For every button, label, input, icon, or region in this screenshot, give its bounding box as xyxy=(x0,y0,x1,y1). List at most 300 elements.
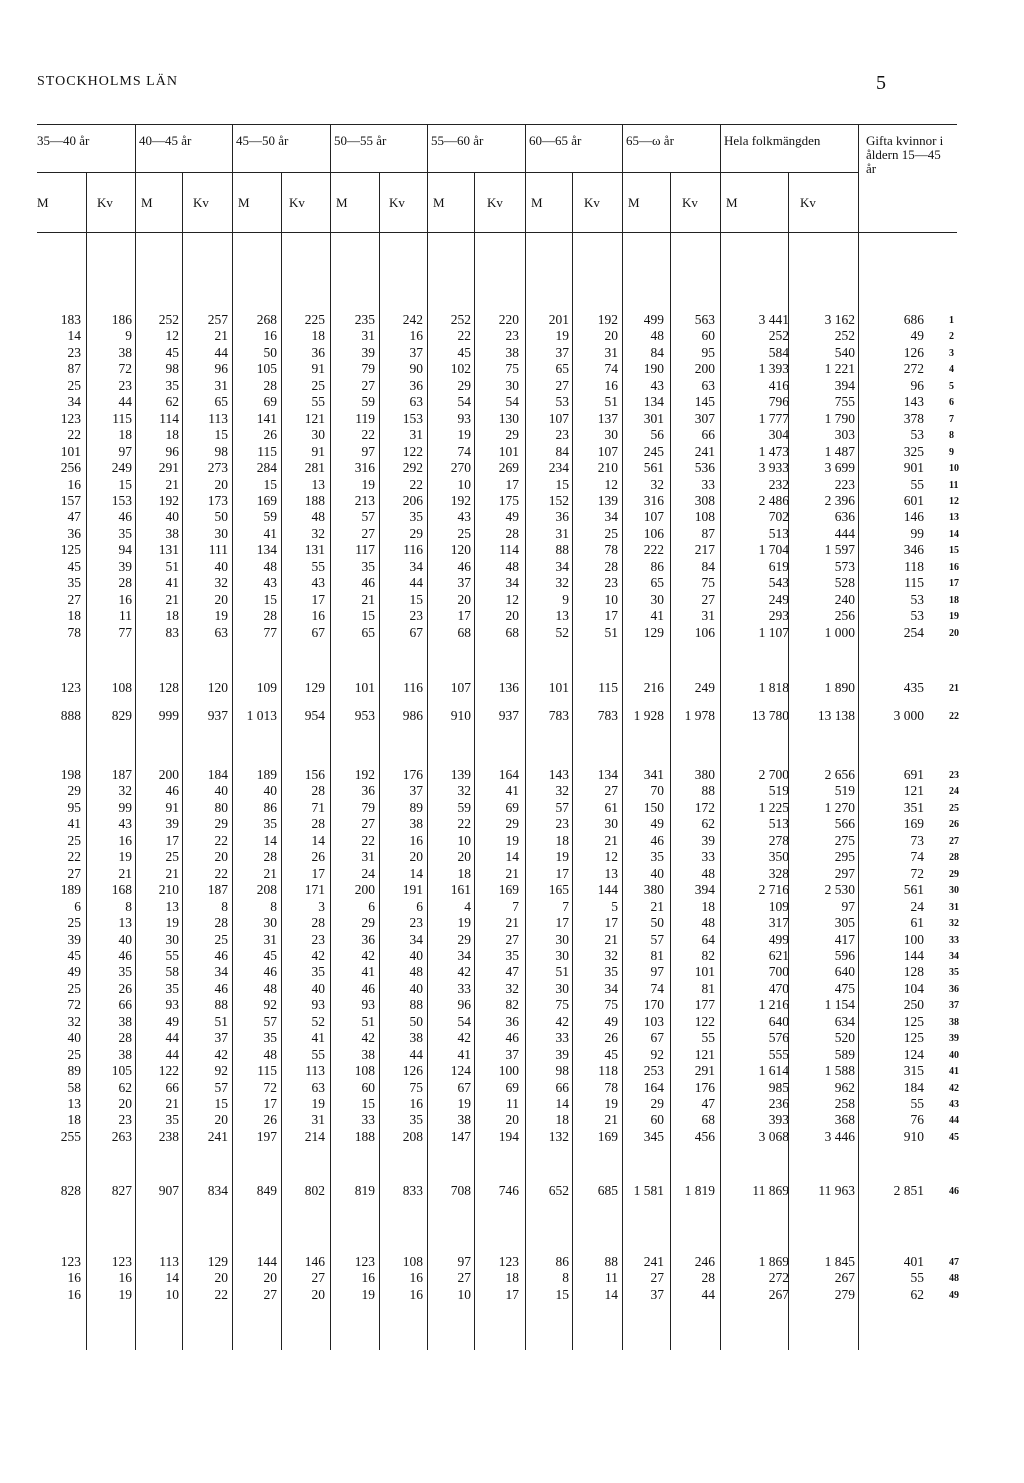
row-number: 3 xyxy=(949,347,954,359)
table-cell: 118 xyxy=(598,1063,618,1079)
sex-header-m: M xyxy=(628,195,640,210)
table-cell: 640 xyxy=(834,964,855,980)
table-cell: 27 xyxy=(263,1286,277,1302)
table-cell: 48 xyxy=(701,865,715,881)
table-cell: 38 xyxy=(505,344,519,360)
table-cell: 21 xyxy=(263,865,277,881)
table-cell: 954 xyxy=(304,708,325,723)
table-cell: 23 xyxy=(311,931,325,947)
table-cell: 23 xyxy=(118,1112,132,1128)
table-cell: 49 xyxy=(165,1013,179,1029)
table-cell: 40 xyxy=(409,980,423,996)
table-cell: 22 xyxy=(457,328,471,344)
table-cell: 51 xyxy=(214,1013,228,1029)
table-cell: 194 xyxy=(498,1128,519,1144)
table-cell: 93 xyxy=(311,997,325,1013)
table-cell: 17 xyxy=(457,608,471,624)
header-bottom-rule xyxy=(37,232,957,233)
table-cell: 20 xyxy=(604,328,618,344)
table-cell: 79 xyxy=(361,799,375,815)
table-cell: 95 xyxy=(701,344,715,360)
table-cell: 106 xyxy=(643,525,664,541)
table-cell: 143 xyxy=(548,767,569,782)
table-cell: 24 xyxy=(910,898,924,914)
table-cell: 8 xyxy=(221,898,228,914)
table-cell: 561 xyxy=(903,882,924,898)
table-cell: 21 xyxy=(505,915,519,931)
table-cell: 143 xyxy=(903,394,924,410)
table-cell: 21 xyxy=(604,931,618,947)
table-cell: 67 xyxy=(650,1030,664,1046)
table-cell: 197 xyxy=(256,1128,277,1144)
table-cell: 123 xyxy=(354,1254,375,1269)
table-cell: 144 xyxy=(903,947,924,963)
table-cell: 13 xyxy=(118,915,132,931)
table-cell: 235 xyxy=(354,312,375,327)
table-cell: 25 xyxy=(67,1046,81,1062)
table-cell: 576 xyxy=(768,1030,789,1046)
table-cell: 66 xyxy=(165,1079,179,1095)
table-cell: 279 xyxy=(834,1286,855,1302)
table-cell: 51 xyxy=(555,964,569,980)
row-number: 20 xyxy=(949,627,959,639)
table-cell: 249 xyxy=(768,591,789,607)
table-cell: 13 xyxy=(311,476,325,492)
table-cell: 1 487 xyxy=(824,443,855,459)
table-cell: 14 xyxy=(311,832,325,848)
table-cell: 67 xyxy=(409,624,423,640)
table-cell: 37 xyxy=(505,1046,519,1062)
table-cell: 20 xyxy=(118,1096,132,1111)
table-cell: 8 xyxy=(562,1270,569,1286)
table-cell: 12 xyxy=(165,328,179,344)
table-cell: 40 xyxy=(165,509,179,525)
table-cell: 93 xyxy=(361,997,375,1013)
table-cell: 17 xyxy=(604,915,618,931)
table-cell: 73 xyxy=(910,832,924,848)
row-number: 48 xyxy=(949,1273,959,1285)
table-cell: 65 xyxy=(650,575,664,591)
table-cell: 45 xyxy=(604,1046,618,1062)
table-cell: 50 xyxy=(409,1013,423,1029)
table-cell: 99 xyxy=(910,525,924,541)
table-cell: 21 xyxy=(165,591,179,607)
table-cell: 394 xyxy=(834,377,855,393)
group-divider xyxy=(720,124,721,1350)
table-cell: 16 xyxy=(311,608,325,624)
table-cell: 2 656 xyxy=(824,767,855,782)
table-cell: 47 xyxy=(505,964,519,980)
table-cell: 36 xyxy=(67,525,81,541)
table-cell: 57 xyxy=(555,799,569,815)
table-cell: 11 869 xyxy=(752,1183,789,1198)
table-cell: 46 xyxy=(118,947,132,963)
table-cell: 177 xyxy=(694,997,715,1013)
row-number: 1 xyxy=(949,315,954,326)
table-cell: 708 xyxy=(450,1183,471,1198)
table-cell: 146 xyxy=(903,509,924,525)
table-cell: 108 xyxy=(402,1254,423,1269)
table-cell: 536 xyxy=(694,460,715,476)
table-cell: 37 xyxy=(555,344,569,360)
table-cell: 119 xyxy=(355,410,375,426)
table-cell: 691 xyxy=(903,767,924,782)
table-cell: 75 xyxy=(701,575,715,591)
table-cell: 6 xyxy=(368,898,375,914)
table-cell: 14 xyxy=(165,1270,179,1286)
table-cell: 88 xyxy=(604,1254,618,1269)
table-cell: 41 xyxy=(650,608,664,624)
table-cell: 53 xyxy=(910,427,924,443)
table-cell: 16 xyxy=(409,328,423,344)
table-cell: 41 xyxy=(263,525,277,541)
sex-header-m: M xyxy=(141,195,153,210)
table-cell: 43 xyxy=(311,575,325,591)
group-subrule xyxy=(721,172,858,173)
table-cell: 189 xyxy=(256,767,277,782)
table-cell: 3 441 xyxy=(758,312,789,327)
table-cell: 30 xyxy=(555,980,569,996)
table-cell: 51 xyxy=(604,624,618,640)
table-cell: 69 xyxy=(263,394,277,410)
row-number: 9 xyxy=(949,446,954,458)
table-cell: 123 xyxy=(498,1254,519,1269)
table-cell: 258 xyxy=(834,1096,855,1111)
table-cell: 134 xyxy=(643,394,664,410)
table-cell: 186 xyxy=(111,312,132,327)
table-cell: 2 716 xyxy=(758,882,789,898)
table-cell: 74 xyxy=(604,361,618,377)
group-divider xyxy=(858,124,859,1350)
table-cell: 601 xyxy=(903,492,924,508)
table-cell: 115 xyxy=(598,680,618,695)
table-cell: 29 xyxy=(214,816,228,832)
table-cell: 23 xyxy=(555,816,569,832)
table-cell: 129 xyxy=(207,1254,228,1269)
table-cell: 346 xyxy=(903,542,924,558)
table-cell: 1 597 xyxy=(824,542,855,558)
table-cell: 10 xyxy=(604,591,618,607)
table-cell: 20 xyxy=(409,849,423,865)
table-cell: 125 xyxy=(903,1030,924,1046)
table-cell: 40 xyxy=(311,980,325,996)
table-cell: 9 xyxy=(562,591,569,607)
table-cell: 60 xyxy=(361,1079,375,1095)
table-cell: 21 xyxy=(165,476,179,492)
table-cell: 20 xyxy=(457,849,471,865)
table-cell: 15 xyxy=(214,1096,228,1111)
sex-header-kv: Kv xyxy=(584,195,600,210)
table-cell: 48 xyxy=(263,980,277,996)
table-cell: 46 xyxy=(118,509,132,525)
table-cell: 208 xyxy=(256,882,277,898)
table-cell: 18 xyxy=(555,1112,569,1128)
table-cell: 134 xyxy=(256,542,277,558)
table-cell: 19 xyxy=(214,608,228,624)
table-cell: 937 xyxy=(207,708,228,723)
table-cell: 169 xyxy=(498,882,519,898)
table-cell: 435 xyxy=(903,680,924,695)
table-cell: 27 xyxy=(555,377,569,393)
table-cell: 84 xyxy=(650,344,664,360)
table-cell: 305 xyxy=(834,915,855,931)
table-cell: 246 xyxy=(694,1254,715,1269)
table-cell: 97 xyxy=(457,1254,471,1269)
table-cell: 48 xyxy=(311,509,325,525)
table-cell: 19 xyxy=(457,1096,471,1111)
group-divider xyxy=(427,124,428,1350)
table-cell: 123 xyxy=(60,1254,81,1269)
table-cell: 252 xyxy=(450,312,471,327)
table-cell: 92 xyxy=(214,1063,228,1079)
table-cell: 25 xyxy=(604,525,618,541)
table-cell: 150 xyxy=(643,799,664,815)
table-cell: 36 xyxy=(505,1013,519,1029)
table-cell: 172 xyxy=(694,799,715,815)
table-cell: 48 xyxy=(701,915,715,931)
table-cell: 13 xyxy=(555,608,569,624)
table-cell: 19 xyxy=(457,915,471,931)
table-cell: 63 xyxy=(311,1079,325,1095)
table-cell: 108 xyxy=(694,509,715,525)
row-number: 16 xyxy=(949,561,959,573)
table-cell: 78 xyxy=(604,542,618,558)
table-cell: 189 xyxy=(60,882,81,898)
table-cell: 120 xyxy=(450,542,471,558)
table-cell: 291 xyxy=(694,1063,715,1079)
table-cell: 53 xyxy=(910,591,924,607)
table-cell: 62 xyxy=(165,394,179,410)
table-cell: 1 777 xyxy=(758,410,789,426)
table-cell: 68 xyxy=(701,1112,715,1128)
table-cell: 223 xyxy=(834,476,855,492)
table-cell: 44 xyxy=(701,1286,715,1302)
table-cell: 1 000 xyxy=(824,624,855,640)
table-cell: 16 xyxy=(409,1286,423,1302)
table-cell: 16 xyxy=(118,591,132,607)
table-cell: 79 xyxy=(361,361,375,377)
table-cell: 21 xyxy=(118,865,132,881)
table-cell: 2 530 xyxy=(824,882,855,898)
table-cell: 11 963 xyxy=(818,1183,855,1198)
age-group-header: 65—ω år xyxy=(626,133,674,148)
table-cell: 123 xyxy=(60,410,81,426)
table-cell: 1 845 xyxy=(824,1254,855,1269)
table-cell: 35 xyxy=(165,1112,179,1128)
table-cell: 257 xyxy=(207,312,228,327)
table-cell: 164 xyxy=(498,767,519,782)
table-cell: 17 xyxy=(604,608,618,624)
table-cell: 25 xyxy=(457,525,471,541)
table-cell: 555 xyxy=(768,1046,789,1062)
group-subrule xyxy=(428,172,525,173)
table-cell: 201 xyxy=(548,312,569,327)
table-cell: 986 xyxy=(402,708,423,723)
row-number: 10 xyxy=(949,463,959,475)
table-cell: 20 xyxy=(214,1270,228,1286)
table-cell: 13 138 xyxy=(817,708,855,723)
table-cell: 456 xyxy=(694,1128,715,1144)
row-number: 42 xyxy=(949,1082,959,1094)
table-cell: 165 xyxy=(548,882,569,898)
table-cell: 31 xyxy=(311,1112,325,1128)
table-cell: 20 xyxy=(505,608,519,624)
table-cell: 39 xyxy=(67,931,81,947)
table-cell: 129 xyxy=(643,624,664,640)
table-cell: 35 xyxy=(263,1030,277,1046)
table-cell: 192 xyxy=(597,312,618,327)
table-cell: 1 393 xyxy=(758,361,789,377)
table-cell: 34 xyxy=(409,558,423,574)
table-cell: 22 xyxy=(361,832,375,848)
table-cell: 236 xyxy=(768,1096,789,1111)
table-cell: 44 xyxy=(214,344,228,360)
table-cell: 25 xyxy=(67,980,81,996)
table-cell: 11 xyxy=(119,608,132,624)
table-cell: 27 xyxy=(361,525,375,541)
table-cell: 97 xyxy=(650,964,664,980)
page-number: 5 xyxy=(876,72,886,94)
table-cell: 291 xyxy=(158,460,179,476)
table-cell: 25 xyxy=(67,832,81,848)
table-cell: 128 xyxy=(903,964,924,980)
table-cell: 96 xyxy=(910,377,924,393)
table-cell: 21 xyxy=(165,865,179,881)
table-cell: 31 xyxy=(263,931,277,947)
table-cell: 132 xyxy=(548,1128,569,1144)
table-cell: 69 xyxy=(505,1079,519,1095)
table-cell: 168 xyxy=(111,882,132,898)
table-cell: 907 xyxy=(158,1183,179,1198)
age-group-header: 45—50 år xyxy=(236,133,289,148)
table-cell: 63 xyxy=(701,377,715,393)
table-cell: 210 xyxy=(158,882,179,898)
table-cell: 46 xyxy=(457,558,471,574)
table-cell: 1 013 xyxy=(246,708,277,723)
table-cell: 268 xyxy=(256,312,277,327)
table-cell: 66 xyxy=(555,1079,569,1095)
table-cell: 32 xyxy=(67,1013,81,1029)
table-cell: 90 xyxy=(409,361,423,377)
table-cell: 513 xyxy=(768,816,789,832)
table-cell: 16 xyxy=(409,1096,423,1111)
table-cell: 175 xyxy=(498,492,519,508)
table-cell: 19 xyxy=(457,427,471,443)
table-cell: 57 xyxy=(361,509,375,525)
table-cell: 62 xyxy=(910,1286,924,1302)
table-cell: 28 xyxy=(214,915,228,931)
table-cell: 6 xyxy=(74,898,81,914)
table-cell: 29 xyxy=(457,377,471,393)
table-cell: 83 xyxy=(165,624,179,640)
table-cell: 36 xyxy=(409,377,423,393)
table-cell: 394 xyxy=(694,882,715,898)
table-cell: 241 xyxy=(694,443,715,459)
table-cell: 20 xyxy=(263,1270,277,1286)
table-cell: 351 xyxy=(903,799,924,815)
table-cell: 17 xyxy=(555,915,569,931)
table-cell: 97 xyxy=(361,443,375,459)
table-cell: 368 xyxy=(834,1112,855,1128)
table-cell: 15 xyxy=(555,476,569,492)
table-cell: 141 xyxy=(256,410,277,426)
table-cell: 18 xyxy=(457,865,471,881)
table-cell: 121 xyxy=(304,410,325,426)
row-number: 5 xyxy=(949,380,954,392)
table-cell: 38 xyxy=(118,344,132,360)
table-cell: 122 xyxy=(402,443,423,459)
table-cell: 28 xyxy=(604,558,618,574)
table-cell: 129 xyxy=(304,680,325,695)
group-divider xyxy=(525,124,526,1350)
table-cell: 16 xyxy=(409,1270,423,1286)
row-number: 2 xyxy=(949,331,954,343)
table-cell: 45 xyxy=(263,947,277,963)
table-cell: 10 xyxy=(457,832,471,848)
table-cell: 38 xyxy=(409,1030,423,1046)
table-cell: 26 xyxy=(311,849,325,865)
table-cell: 77 xyxy=(263,624,277,640)
table-cell: 40 xyxy=(67,1030,81,1046)
table-cell: 115 xyxy=(904,575,924,591)
table-cell: 249 xyxy=(694,680,715,695)
table-cell: 35 xyxy=(118,964,132,980)
table-cell: 169 xyxy=(903,816,924,832)
table-cell: 34 xyxy=(604,980,618,996)
table-cell: 31 xyxy=(214,377,228,393)
row-number: 17 xyxy=(949,578,959,590)
table-cell: 17 xyxy=(165,832,179,848)
table-cell: 216 xyxy=(643,680,664,695)
table-cell: 46 xyxy=(263,964,277,980)
header-top-rule xyxy=(37,124,957,125)
table-cell: 38 xyxy=(457,1112,471,1128)
row-number: 36 xyxy=(949,983,959,995)
table-cell: 14 xyxy=(555,1096,569,1111)
table-cell: 89 xyxy=(409,799,423,815)
table-cell: 107 xyxy=(450,680,471,695)
table-cell: 345 xyxy=(643,1128,664,1144)
table-cell: 40 xyxy=(214,558,228,574)
table-cell: 38 xyxy=(361,1046,375,1062)
table-cell: 57 xyxy=(263,1013,277,1029)
table-cell: 200 xyxy=(354,882,375,898)
table-cell: 43 xyxy=(263,575,277,591)
table-cell: 267 xyxy=(834,1270,855,1286)
table-cell: 41 xyxy=(505,783,519,799)
table-cell: 74 xyxy=(650,980,664,996)
table-cell: 1 869 xyxy=(758,1254,789,1269)
table-cell: 35 xyxy=(165,980,179,996)
table-cell: 23 xyxy=(409,608,423,624)
table-cell: 126 xyxy=(402,1063,423,1079)
table-cell: 341 xyxy=(643,767,664,782)
sex-header-kv: Kv xyxy=(682,195,698,210)
table-cell: 53 xyxy=(910,608,924,624)
table-cell: 42 xyxy=(361,947,375,963)
table-cell: 829 xyxy=(111,708,132,723)
table-cell: 164 xyxy=(643,1079,664,1095)
table-cell: 254 xyxy=(903,624,924,640)
table-cell: 92 xyxy=(650,1046,664,1062)
table-cell: 26 xyxy=(263,1112,277,1128)
table-cell: 16 xyxy=(118,832,132,848)
table-cell: 18 xyxy=(118,427,132,443)
table-cell: 77 xyxy=(118,624,132,640)
table-cell: 14 xyxy=(604,1286,618,1302)
table-cell: 28 xyxy=(311,783,325,799)
table-cell: 101 xyxy=(694,964,715,980)
